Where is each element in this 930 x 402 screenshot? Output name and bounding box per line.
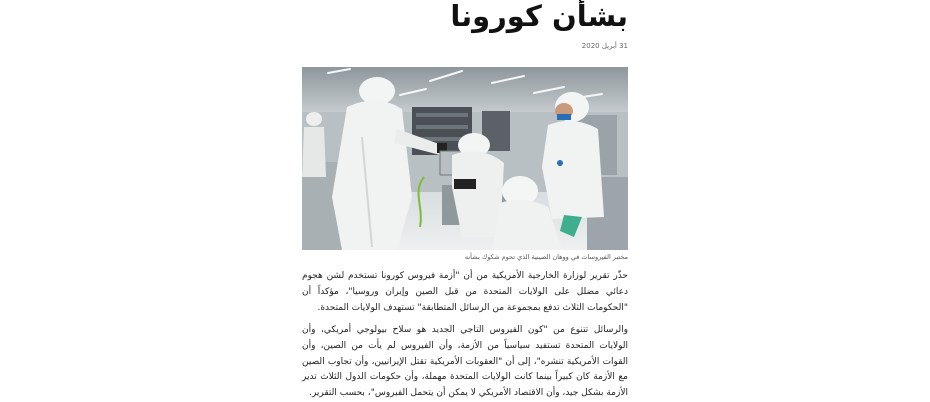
photo-caption: مختبر الفيروسات في ووهان الصينية الذي تحوم شكوك بشأنه xyxy=(464,253,628,261)
article-paragraph: حذّر تقرير لوزارة الخارجية الأمريكية من أن "أزمة فيروس كورونا تستخدم لشن هجوم دعائي مضلل على الولايات المتحدة من قبل الصين وإيران وروسيا"، مؤكداً أن "الحكومات الثلاث تدفع بمجموعة من الرسائل المتطابقة" تستهدف الولايات المتحدة. xyxy=(302,271,628,313)
article-photo xyxy=(302,67,628,250)
article-paragraph: والرسائل تتنوع من "كون الفيروس التاجي الجديد هو سلاح بيولوجي أمريكي، وأن الولايات المتحدة تستفيد سياسياً من الأزمة، وأن الفيروس لم يأت من الصين، وأن القوات الأمريكية تنشره"، إلى أن "العقوبات الأمريكية تقتل الإيرانيين، وأن تجاوب الصين مع الأزمة كان كبيراً بينما كانت الولايات المتحدة مهملة، وأن حكومات الدول الثلاث تدير الأزمة بشكل جيد، وأن الاقتصاد الأمريكي لا يمكن أن يتحمل الفيروس"، بحسب التقرير. xyxy=(302,325,628,399)
article-headline: بشأن كورونا xyxy=(450,0,628,33)
article xyxy=(302,0,628,400)
lab-workers-photo xyxy=(302,67,628,250)
article-date: 31 أبريل 2020 xyxy=(581,42,628,50)
